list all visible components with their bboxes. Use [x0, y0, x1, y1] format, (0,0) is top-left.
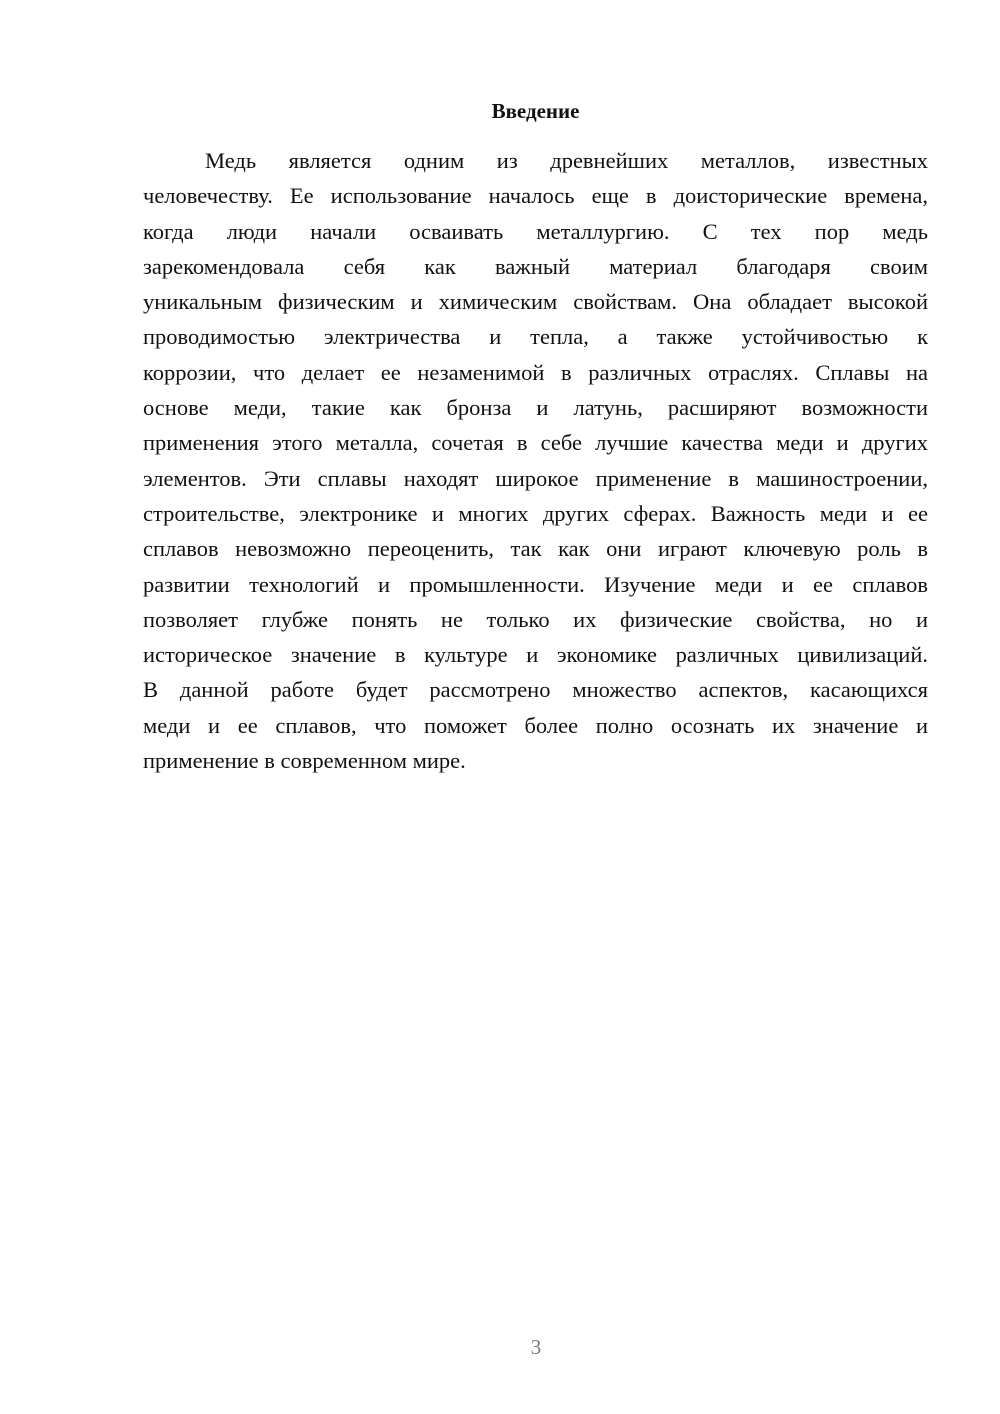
paragraph-line: развитии технологий и промышленности. Изучение меди и ее сплавов: [143, 571, 928, 597]
paragraph-line: проводимостью электричества и тепла, а также устойчивостью к: [143, 324, 928, 350]
paragraph-line: человечеству. Ее использование началось еще в доисторические времена,: [143, 183, 928, 209]
paragraph-line: В данной работе будет рассмотрено множество аспектов, касающихся: [143, 677, 928, 703]
paragraph-line: коррозии, что делает ее незаменимой в различных отраслях. Сплавы на: [143, 359, 928, 385]
paragraph-line: применение в современном мире.: [143, 748, 466, 774]
section-heading: Введение: [491, 99, 580, 123]
paragraph-line: основе меди, такие как бронза и латунь, расширяют возможности: [143, 395, 928, 421]
intro-paragraph: [143, 143, 928, 778]
paragraph-line: зарекомендовала себя как важный материал благодаря своим: [143, 253, 928, 279]
paragraph-line: когда люди начали осваивать металлургию. С тех пор медь: [143, 218, 928, 244]
paragraph-line: элементов. Эти сплавы находят широкое применение в машиностроении,: [143, 465, 928, 491]
paragraph-line: Медь является одним из древнейших металлов, известных: [205, 148, 928, 173]
paragraph-line: уникальным физическим и химическим свойствам. Она обладает высокой: [143, 289, 928, 315]
page-number: 3: [530, 1335, 542, 1359]
paragraph-line: историческое значение в культуре и экономике различных цивилизаций.: [143, 642, 928, 668]
paragraph-line: строительстве, электронике и многих других сферах. Важность меди и ее: [143, 500, 928, 526]
paragraph-line: позволяет глубже понять не только их физические свойства, но и: [143, 606, 928, 632]
paragraph-line: применения этого металла, сочетая в себе лучшие качества меди и других: [143, 430, 928, 456]
paragraph-line: меди и ее сплавов, что поможет более полно осознать их значение и: [143, 712, 928, 738]
paragraph-line: сплавов невозможно переоценить, так как они играют ключевую роль в: [143, 536, 928, 562]
